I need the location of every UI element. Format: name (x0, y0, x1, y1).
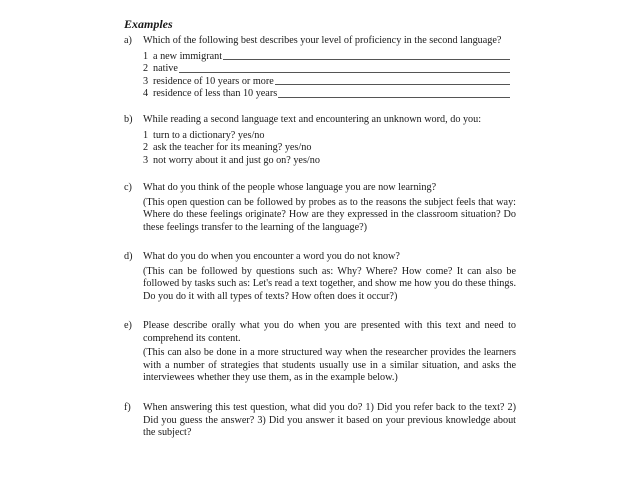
option-number: 1 (143, 129, 149, 141)
option-item (143, 63, 516, 76)
question-c (124, 182, 516, 234)
option-list (143, 51, 516, 101)
option-item (143, 155, 516, 168)
option-number: 1 (143, 50, 149, 62)
option-text: native (153, 63, 178, 75)
option-number: 3 (143, 154, 149, 166)
question-letter: e) (124, 320, 132, 331)
option-item (143, 88, 516, 101)
answer-line (223, 59, 510, 60)
question-text: What do you think of the people whose language you are now learning? (143, 182, 437, 193)
option-text: ask the teacher for its meaning? yes/no (153, 142, 312, 154)
option-number: 3 (143, 75, 149, 87)
option-text: a new immigrant (153, 50, 223, 62)
examples-heading: Examples (124, 17, 173, 31)
option-list (143, 130, 516, 168)
question-letter: b) (124, 114, 133, 125)
option-text: residence of less than 10 years (153, 88, 278, 100)
question-letter: f) (124, 402, 131, 413)
question-text: What do you do when you encounter a word you do not know? (143, 251, 400, 262)
option-text: residence of 10 years or more (153, 75, 274, 87)
option-item (143, 142, 516, 155)
question-b (124, 114, 516, 167)
option-item (143, 130, 516, 143)
question-letter: c) (124, 182, 132, 193)
question-text: Which of the following best describes your level of proficiency in the second language? (143, 35, 502, 46)
question-text: While reading a second language text and encountering an unknown word, do you: (143, 114, 482, 125)
question-d (124, 251, 516, 303)
option-text: not worry about it and just go on? yes/no (153, 154, 320, 166)
question-note: (This can be followed by questions such as: Why? Where? How come? It can also be followed by tasks such as: Let's read a text together, and show me how you do these things. Do you do it with all types of texts? How often does it occur?) (143, 265, 516, 302)
question-note: (This can also be done in a more structured way when the researcher provides the learners with a number of strategies that students usually use in a similar situation, and asks the interviewees whether they use them, as in the example below.) (143, 347, 516, 384)
option-number: 4 (143, 88, 149, 100)
answer-line (275, 84, 510, 85)
question-e (124, 320, 516, 385)
question-f (124, 402, 516, 440)
question-letter: d) (124, 251, 133, 262)
question-note: (This open question can be followed by probes as to the reasons the subject feels that way: Where do these feelings originate? How are they expressed in the classroom situation? Do these feelings transfer to the learning of the language?) (143, 196, 516, 233)
question-letter: a) (124, 35, 132, 46)
answer-line (278, 97, 510, 98)
question-text: When answering this test question, what did you do? 1) Did you refer back to the text? 2) Did you guess the answer? 3) Did you answer it based on your previous knowledge about the subject? (143, 402, 516, 439)
option-number: 2 (143, 142, 149, 154)
answer-line (179, 72, 510, 73)
option-text: turn to a dictionary? yes/no (153, 129, 265, 141)
option-number: 2 (143, 63, 149, 75)
question-a (124, 35, 516, 101)
option-item (143, 51, 516, 64)
question-text: Please describe orally what you do when you are presented with this text and need to comprehend its content. (143, 320, 516, 344)
option-item (143, 76, 516, 89)
